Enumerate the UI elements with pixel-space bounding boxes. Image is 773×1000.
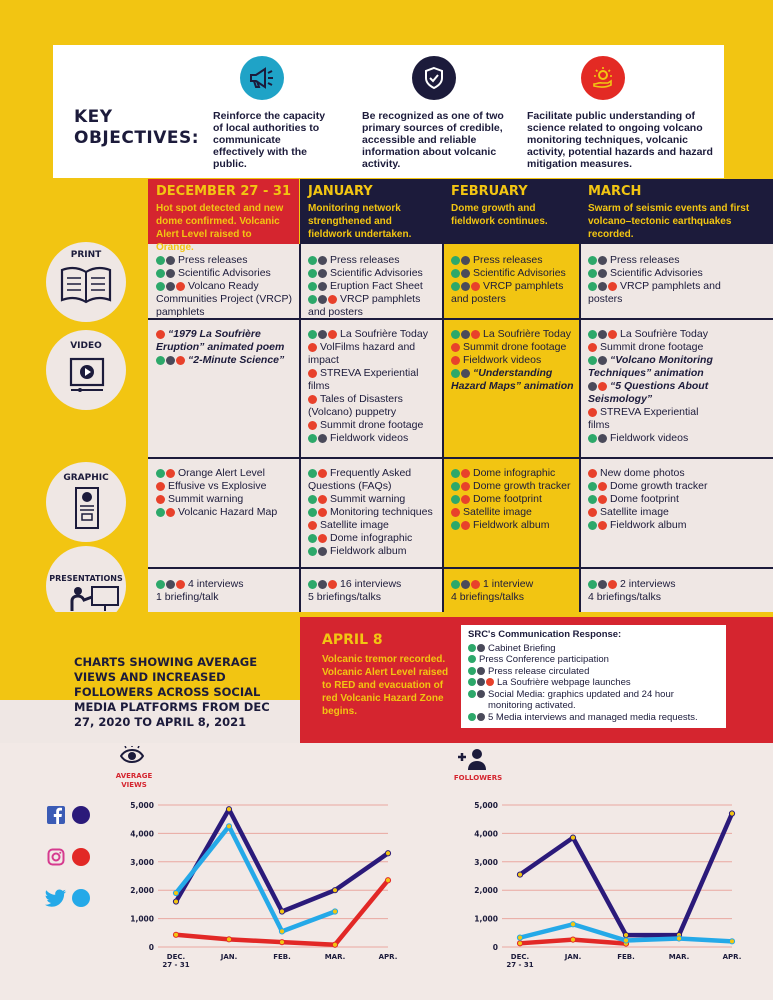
- list-item: Summit warning: [308, 493, 437, 506]
- list-item: STREVA Experiential films: [588, 406, 699, 431]
- views-chart: [108, 795, 408, 975]
- list-item: Dome infographic: [451, 467, 574, 480]
- followers-chart: [452, 795, 752, 975]
- views-series-facebook: [176, 809, 388, 911]
- header-mar: MARCH Swarm of seismic events and first volcano–tectonic earthquakes recorded.: [580, 179, 773, 244]
- followers-ytick-label: 2,000: [474, 886, 498, 896]
- list-item: Scientific Advisories: [451, 267, 574, 280]
- print-mar-cell: [580, 248, 773, 306]
- print-feb-cell: [443, 248, 580, 306]
- list-item: Scientific Advisories: [156, 267, 293, 280]
- presentations-label: PRESENTATIONS: [49, 574, 123, 583]
- followers-ytick-label: 5,000: [474, 801, 498, 810]
- views-point-facebook: [279, 909, 284, 914]
- header-feb: FEBRUARY Dome growth and fieldwork continues.: [443, 179, 580, 244]
- followers-ytick-label: 0: [492, 943, 498, 952]
- followers-xtick-label: JAN.: [564, 953, 582, 961]
- list-item: Eruption Fact Sheet: [308, 280, 437, 293]
- list-item: Volcanic Hazard Map: [156, 506, 293, 519]
- list-item: Scientific Advisories: [308, 267, 437, 280]
- views-ytick-label: 5,000: [130, 801, 154, 810]
- video-jan-cell: [300, 322, 443, 445]
- eye-icon: [120, 746, 144, 766]
- followers-point-facebook: [623, 932, 628, 937]
- list-item: La Soufrière Today: [588, 328, 767, 341]
- charts-heading: CHARTS SHOWING AVERAGE VIEWS AND INCREASED FOLLOWERS ACROSS SOCIAL MEDIA PLATFORMS FROM DEC 27, 2020 TO APRIL 8, 2021: [74, 655, 270, 729]
- list-item: Press releases: [308, 254, 437, 267]
- followers-point-instagram: [517, 941, 522, 946]
- lightbulb-hand-icon: [581, 56, 625, 100]
- list-item: Summit warning: [156, 493, 293, 506]
- followers-ytick-label: 4,000: [474, 829, 498, 839]
- followers-point-facebook: [570, 835, 575, 840]
- shield-icon: [412, 56, 456, 100]
- infographic-icon: [74, 486, 100, 530]
- views-ytick-label: 4,000: [130, 829, 154, 839]
- list-item: Summit drone footage: [451, 341, 574, 354]
- book-icon: [58, 264, 114, 304]
- views-point-instagram: [279, 940, 284, 945]
- followers-point-twitter: [517, 935, 522, 940]
- list-item: Fieldwork album: [588, 519, 767, 532]
- list-item: Dome infographic: [308, 532, 437, 545]
- list-item: “5 Questions About Seismology”: [588, 380, 709, 405]
- list-item: La Soufrière Today: [451, 328, 574, 341]
- print-jan-cell: [300, 248, 443, 319]
- graphic-label: GRAPHIC: [63, 473, 109, 483]
- video-player-icon: [68, 356, 106, 394]
- presentations-feb-cell: [443, 572, 580, 604]
- views-xtick-label: JAN.: [220, 953, 238, 961]
- list-item: Cabinet Briefing: [468, 643, 719, 655]
- header-dec: DECEMBER 27 - 31 Hot spot detected and new dome confirmed. Volcanic Alert Level raised to Orange.: [148, 179, 299, 244]
- followers-point-twitter: [570, 922, 575, 927]
- list-item: Press releases: [451, 254, 574, 267]
- list-item: 16 interviews: [308, 578, 437, 591]
- followers-ytick-label: 3,000: [474, 857, 498, 867]
- objective-1: Reinforce the capacity of local authorities to communicate effectively with the public.: [213, 110, 326, 170]
- graphic-feb-cell: [443, 461, 580, 532]
- list-item: Fieldwork videos: [308, 432, 437, 445]
- src-response-title: SRC's Communication Response:: [468, 629, 622, 640]
- list-item: 5 Media interviews and managed media requests.: [468, 712, 719, 724]
- list-item: Social Media: graphics updated and 24 hour monitoring activated.: [468, 689, 719, 712]
- list-item: Press releases: [156, 254, 293, 267]
- followers-xtick-label: 27 - 31: [506, 961, 534, 969]
- followers-chart-title: FOLLOWERS: [453, 774, 503, 782]
- list-item: New dome photos: [588, 467, 767, 480]
- views-series-twitter: [176, 826, 335, 931]
- video-dec-cell: [148, 322, 299, 367]
- list-item: Frequently Asked Questions (FAQs): [308, 467, 412, 492]
- views-point-facebook: [385, 851, 390, 856]
- views-xtick-label: DEC.: [166, 953, 186, 961]
- views-point-facebook: [226, 807, 231, 812]
- followers-xtick-label: DEC.: [510, 953, 530, 961]
- followers-point-twitter: [676, 936, 681, 941]
- list-item: Fieldwork videos: [588, 432, 767, 445]
- list-item: Tales of Disasters (Volcano) puppetry: [308, 393, 403, 418]
- followers-point-facebook: [729, 811, 734, 816]
- list-item: 4 interviews: [156, 578, 293, 591]
- list-item: “1979 La Soufrière Eruption” animated poem: [156, 328, 285, 353]
- views-chart-title: AVERAGE VIEWS: [115, 772, 153, 789]
- list-item: 5 briefings/talks: [308, 591, 381, 603]
- list-item: Summit drone footage: [588, 341, 767, 354]
- followers-xtick-label: MAR.: [668, 953, 690, 961]
- presenter-icon: [70, 585, 122, 613]
- key-objectives-title: KEY OBJECTIVES:: [74, 107, 200, 148]
- list-item: “Understanding Hazard Maps” animation: [451, 367, 574, 392]
- list-item: 1 interview: [451, 578, 574, 591]
- followers-xtick-label: FEB.: [617, 953, 635, 961]
- list-item: Satellite image: [451, 506, 574, 519]
- instagram-icon: [47, 848, 65, 866]
- list-item: Press Conference participation: [468, 654, 719, 666]
- list-item: Satellite image: [588, 506, 767, 519]
- list-item: Dome footprint: [451, 493, 574, 506]
- facebook-legend-dot: [72, 806, 90, 824]
- src-response-box: [461, 625, 726, 728]
- views-point-facebook: [332, 888, 337, 893]
- views-ytick-label: 0: [148, 943, 154, 952]
- views-point-instagram: [332, 942, 337, 947]
- list-item: VRCP pamphlets and posters: [588, 280, 721, 305]
- list-item: 1 briefing/talk: [156, 591, 219, 603]
- list-item: Monitoring techniques: [308, 506, 437, 519]
- list-item: “Volcano Monitoring Techniques” animation: [588, 354, 713, 379]
- list-item: La Soufrière Today: [308, 328, 437, 341]
- views-xtick-label: MAR.: [324, 953, 346, 961]
- list-item: Summit drone footage: [308, 419, 437, 432]
- list-item: “2-Minute Science”: [156, 354, 293, 367]
- list-item: Dome growth tracker: [588, 480, 767, 493]
- views-xtick-label: APR.: [378, 953, 398, 961]
- print-dec-cell: [148, 248, 299, 319]
- row-divider: [148, 567, 773, 569]
- april-title: APRIL 8: [322, 632, 383, 648]
- video-feb-cell: [443, 322, 580, 393]
- list-item: Fieldwork album: [451, 519, 574, 532]
- presentations-dec-cell: [148, 572, 299, 604]
- views-point-twitter: [173, 890, 178, 895]
- list-item: Fieldwork album: [308, 545, 437, 558]
- april-desc: Volcanic tremor recorded. Volcanic Alert Level raised to RED and evacuation of red Volcanic Hazard Zone begins.: [322, 654, 449, 717]
- list-item: Scientific Advisories: [588, 267, 767, 280]
- objective-2: Be recognized as one of two primary sources of credible, accessible and reliable information about volcanic activity.: [362, 110, 504, 170]
- print-label: PRINT: [70, 250, 102, 260]
- megaphone-icon: [240, 56, 284, 100]
- followers-xtick-label: APR.: [722, 953, 742, 961]
- views-xtick-label: FEB.: [273, 953, 291, 961]
- presentations-mar-cell: [580, 572, 773, 604]
- list-item: Orange Alert Level: [156, 467, 293, 480]
- views-xtick-label: 27 - 31: [162, 961, 190, 969]
- list-item: Dome growth tracker: [451, 480, 574, 493]
- views-point-instagram: [226, 937, 231, 942]
- list-item: 2 interviews: [588, 578, 767, 591]
- list-item: Satellite image: [308, 519, 437, 532]
- views-ytick-label: 2,000: [130, 886, 154, 896]
- list-item: Volcano Ready Communities Project (VRCP) pamphlets: [156, 280, 292, 318]
- list-item: VRCP pamphlets and posters: [308, 293, 421, 318]
- followers-point-instagram: [570, 937, 575, 942]
- graphic-mar-cell: [580, 461, 773, 532]
- list-item: STREVA Experiential films: [308, 367, 419, 392]
- list-item: 4 briefings/talks: [451, 591, 524, 603]
- followers-point-twitter: [729, 939, 734, 944]
- views-point-instagram: [173, 932, 178, 937]
- twitter-icon: [45, 889, 67, 907]
- followers-series-facebook: [520, 814, 732, 936]
- views-point-instagram: [385, 878, 390, 883]
- views-point-twitter: [226, 824, 231, 829]
- list-item: Effusive vs Explosive: [156, 480, 293, 493]
- views-point-twitter: [332, 909, 337, 914]
- video-label: VIDEO: [70, 341, 102, 351]
- list-item: Fieldwork videos: [451, 354, 574, 367]
- presentations-jan-cell: [300, 572, 443, 604]
- twitter-legend-dot: [72, 889, 90, 907]
- list-item: Dome footprint: [588, 493, 767, 506]
- video-mar-cell: [580, 322, 773, 445]
- graphic-dec-cell: [148, 461, 299, 519]
- list-item: VRCP pamphlets and posters: [451, 280, 564, 305]
- row-divider: [148, 457, 773, 459]
- list-item: VolFilms hazard and impact: [308, 341, 416, 366]
- list-item: La Soufrière webpage launches: [468, 677, 719, 689]
- list-item: Press releases: [588, 254, 767, 267]
- header-jan: JANUARY Monitoring network strengthened and fieldwork undertaken.: [300, 179, 443, 244]
- views-ytick-label: 3,000: [130, 857, 154, 867]
- followers-point-twitter: [623, 938, 628, 943]
- followers-ytick-label: 1,000: [474, 914, 498, 924]
- views-point-twitter: [279, 929, 284, 934]
- followers-point-facebook: [517, 872, 522, 877]
- list-item: 4 briefings/talks: [588, 591, 661, 603]
- facebook-icon: [47, 806, 65, 824]
- list-item: Press release circulated: [468, 666, 719, 678]
- views-point-facebook: [173, 899, 178, 904]
- views-ytick-label: 1,000: [130, 914, 154, 924]
- objective-3: Facilitate public understanding of science related to ongoing volcano monitoring techniques, volcanic activity, potential hazards and hazard mitigation measures.: [527, 110, 713, 170]
- add-user-icon: [456, 748, 488, 770]
- graphic-jan-cell: [300, 461, 443, 558]
- instagram-legend-dot: [72, 848, 90, 866]
